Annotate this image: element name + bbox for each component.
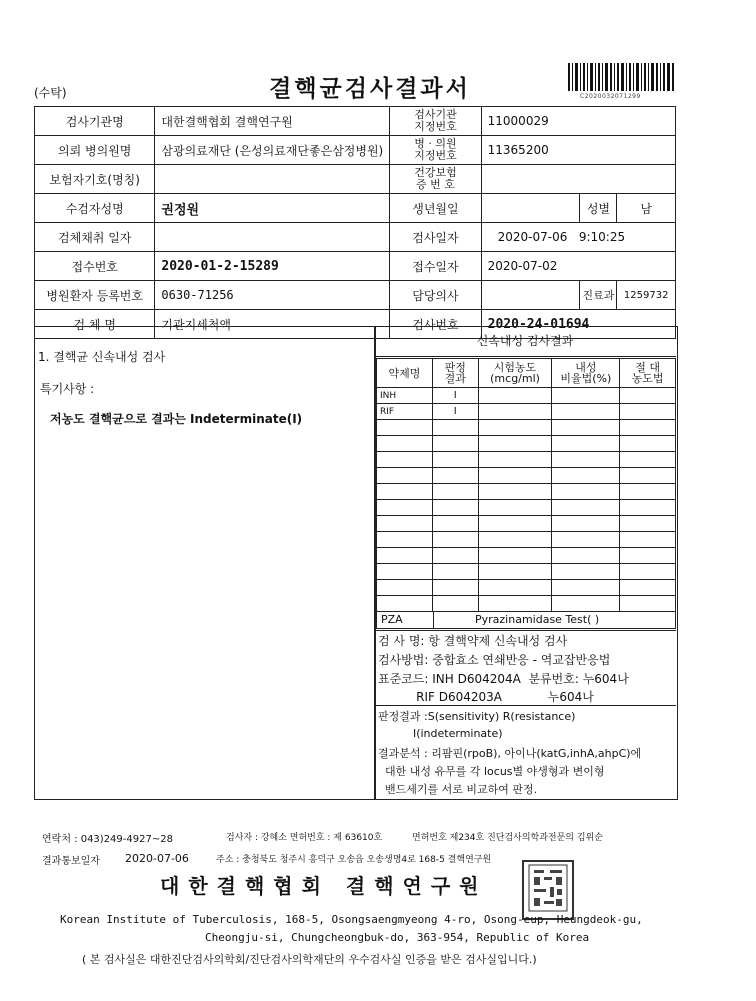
empty-cell [478, 436, 552, 452]
remarks-label: 특기사항 : [40, 382, 95, 396]
column-header: 시험농도 (mcg/ml) [478, 359, 552, 388]
seal-pattern [526, 862, 570, 914]
drug-name-cell [377, 596, 433, 612]
judge-line: 판정결과 :S(sensitivity) R(resistance) [378, 710, 576, 723]
english-address-2: Cheongju-si, Chungcheongbuk-do, 363-954, Republic of Korea [205, 931, 590, 944]
empty-cell [620, 580, 676, 596]
left-remarks-panel [34, 326, 376, 800]
empty-cell [478, 580, 552, 596]
column-header: 절 대 농도법 [620, 359, 676, 388]
value-birthdate [481, 194, 580, 223]
table-row [377, 404, 676, 420]
accreditation-note: ( 본 검사실은 대한진단검사의학회/진단검사의학재단의 우수검사실 인증을 받은 검사실입니다.) [82, 953, 537, 966]
empty-cell [478, 564, 552, 580]
empty-cell [478, 548, 552, 564]
empty-cell [552, 548, 620, 564]
value-institution-code: 11000029 [481, 107, 675, 136]
info-row [35, 223, 676, 252]
value-hospital: 삼광의료재단 (은성의료재단좋은삼정병원) [155, 136, 390, 165]
result-cell [432, 452, 478, 468]
value-collection-date [155, 223, 390, 252]
label-department: 진료과 [580, 281, 617, 310]
value-specimen: 기관지세척액 [155, 310, 390, 339]
table-row [377, 388, 676, 404]
empty-cell [478, 516, 552, 532]
value-department: 1259732 [617, 281, 676, 310]
empty-cell [620, 436, 676, 452]
result-cell [432, 420, 478, 436]
info-table [34, 106, 676, 339]
official-seal [522, 860, 574, 920]
judge-line: 결과분석 : 리팜핀(rpoB), 아이나(katG,inhA,ahpC)에 [378, 747, 642, 760]
value-hospital-code: 11365200 [481, 136, 675, 165]
table-header-row [377, 359, 676, 388]
label-patient-name: 수검자성명 [35, 194, 155, 223]
info-row [35, 194, 676, 223]
table-row [377, 516, 676, 532]
result-cell [432, 532, 478, 548]
value-test-no: 2020-24-01694 [481, 310, 675, 339]
drug-name-cell [377, 500, 433, 516]
pza-divider [433, 612, 434, 628]
label-hospital-code: 병 · 의원 지정번호 [390, 136, 481, 165]
empty-cell [478, 500, 552, 516]
drug-name-cell [377, 484, 433, 500]
label-physician: 담당의사 [390, 281, 481, 310]
value-physician [481, 281, 580, 310]
result-cell [432, 580, 478, 596]
table-row [377, 500, 676, 516]
table-row [377, 452, 676, 468]
empty-cell [620, 452, 676, 468]
method-line: 표준코드: INH D604204A 분류번호: 누604나 [378, 672, 629, 686]
examiner-info: 검사자 : 강혜소 면허번호 : 제 63610호 [226, 833, 383, 843]
empty-cell [620, 532, 676, 548]
empty-cell [620, 516, 676, 532]
empty-cell [552, 484, 620, 500]
empty-cell [478, 596, 552, 612]
organization-name: 대한결핵협회 결핵연구원 [160, 874, 488, 898]
result-cell [432, 548, 478, 564]
table-row [377, 548, 676, 564]
value-insurer [155, 165, 390, 194]
drug-name-cell: RIF [377, 404, 433, 420]
barcode-number: C2020032071299 [580, 93, 641, 100]
empty-cell [552, 420, 620, 436]
column-header: 판정 결과 [432, 359, 478, 388]
value-test-date: 2020-07-06 9:10:25 [481, 223, 675, 252]
value-sex: 남 [617, 194, 676, 223]
table-row [377, 420, 676, 436]
label-receipt-date: 접수일자 [390, 252, 481, 281]
empty-cell [552, 452, 620, 468]
method-divider [374, 630, 676, 631]
drug-name-cell [377, 580, 433, 596]
judge-line: 밴드세기를 서로 비교하여 판정. [378, 783, 538, 796]
label-hospital: 의뢰 병의원명 [35, 136, 155, 165]
label-insurance-no: 건강보험 증 번 호 [390, 165, 481, 194]
drug-name-cell: INH [377, 388, 433, 404]
result-cell [432, 436, 478, 452]
method-line: 검사방법: 중합효소 연쇄반응 - 역교잡반응법 [378, 653, 611, 667]
label-institution-code: 검사기관 지정번호 [390, 107, 481, 136]
empty-cell [552, 436, 620, 452]
info-row [35, 107, 676, 136]
empty-cell [478, 452, 552, 468]
value-insurance-no [481, 165, 675, 194]
report-date-label: 결과통보일자 [42, 856, 100, 867]
drug-name-cell [377, 564, 433, 580]
address: 주소 : 충청북도 청주시 흥덕구 오송읍 오송생명4로 168-5 결핵연구원 [216, 855, 492, 865]
empty-cell [478, 404, 552, 420]
empty-cell [552, 388, 620, 404]
label-specimen: 검 체 명 [35, 310, 155, 339]
empty-cell [478, 484, 552, 500]
empty-cell [620, 388, 676, 404]
empty-cell [552, 564, 620, 580]
result-panel-title: 신속내성 검사결과 [374, 326, 676, 357]
result-cell [432, 484, 478, 500]
remarks-text: 저농도 결핵균으로 결과는 Indeterminate(I) [50, 412, 303, 426]
table-row [377, 580, 676, 596]
label-birthdate: 생년월일 [390, 194, 481, 223]
column-header: 약제명 [377, 359, 433, 388]
table-row [377, 468, 676, 484]
empty-cell [620, 548, 676, 564]
empty-cell [620, 500, 676, 516]
table-row [377, 484, 676, 500]
empty-cell [620, 468, 676, 484]
result-cell [432, 516, 478, 532]
report-date: 2020-07-06 [125, 852, 189, 865]
empty-cell [552, 516, 620, 532]
empty-cell [552, 468, 620, 484]
empty-cell [478, 388, 552, 404]
result-cell: I [432, 404, 478, 420]
method-line: 검 사 명: 항 결핵약제 신속내성 검사 [378, 634, 568, 648]
value-receipt-date: 2020-07-02 [481, 252, 675, 281]
drug-name-cell [377, 548, 433, 564]
info-row [35, 252, 676, 281]
test-item-title: 1. 결핵균 신속내성 검사 [38, 350, 166, 364]
value-patient-name: 권정원 [155, 194, 390, 223]
drug-result-table [376, 358, 676, 612]
result-cell [432, 500, 478, 516]
contact-info: 연락처 : 043)249-4927~28 [42, 834, 173, 845]
empty-cell [552, 500, 620, 516]
drug-name-cell [377, 436, 433, 452]
table-row [377, 564, 676, 580]
label-test-date: 검사일자 [390, 223, 481, 252]
result-cell [432, 596, 478, 612]
result-cell [432, 564, 478, 580]
subcontract-label: (수탁) [34, 86, 67, 100]
table-row [377, 596, 676, 612]
barcode-image [566, 63, 676, 91]
empty-cell [620, 564, 676, 580]
judge-line: 대한 내성 유무를 각 locus별 야생형과 변이형 [378, 765, 605, 778]
label-patient-reg-no: 병원환자 등록번호 [35, 281, 155, 310]
method-line: RIF D604203A 누604나 [378, 690, 594, 704]
label-insurer: 보험자기호(명칭) [35, 165, 155, 194]
empty-cell [478, 468, 552, 484]
label-collection-date: 검체채취 일자 [35, 223, 155, 252]
empty-cell [552, 404, 620, 420]
table-row [377, 532, 676, 548]
empty-cell [620, 484, 676, 500]
info-row [35, 165, 676, 194]
value-receipt-no: 2020-01-2-15289 [155, 252, 390, 281]
label-sex: 성별 [580, 194, 617, 223]
doctor-info: 면허번호 제234호 진단검사의학과전문의 김위순 [412, 833, 603, 843]
label-institution: 검사기관명 [35, 107, 155, 136]
empty-cell [552, 580, 620, 596]
judge-divider [374, 705, 676, 706]
drug-name-cell [377, 452, 433, 468]
result-cell: I [432, 388, 478, 404]
info-row [35, 136, 676, 165]
info-row [35, 281, 676, 310]
empty-cell [620, 404, 676, 420]
result-cell [432, 468, 478, 484]
label-receipt-no: 접수번호 [35, 252, 155, 281]
pza-value: Pyrazinamidase Test( ) [475, 613, 600, 626]
document-title: 결핵균검사결과서 [269, 76, 471, 102]
value-institution: 대한결핵협회 결핵연구원 [155, 107, 390, 136]
label-test-no: 검사번호 [390, 310, 481, 339]
table-row [377, 436, 676, 452]
empty-cell [620, 420, 676, 436]
empty-cell [620, 596, 676, 612]
drug-name-cell [377, 516, 433, 532]
column-header: 내성 비율법(%) [552, 359, 620, 388]
empty-cell [478, 420, 552, 436]
judge-line: I(indeterminate) [378, 727, 503, 740]
drug-name-cell [377, 532, 433, 548]
empty-cell [552, 532, 620, 548]
pza-label: PZA [381, 613, 403, 626]
empty-cell [478, 532, 552, 548]
value-patient-reg-no: 0630-71256 [155, 281, 390, 310]
pza-row [376, 611, 676, 629]
empty-cell [552, 596, 620, 612]
english-address-1: Korean Institute of Tuberculosis, 168-5, Osongsaengmyeong 4-ro, Osong-eup, Heungdeok-gu, [60, 913, 643, 926]
drug-name-cell [377, 420, 433, 436]
drug-name-cell [377, 468, 433, 484]
